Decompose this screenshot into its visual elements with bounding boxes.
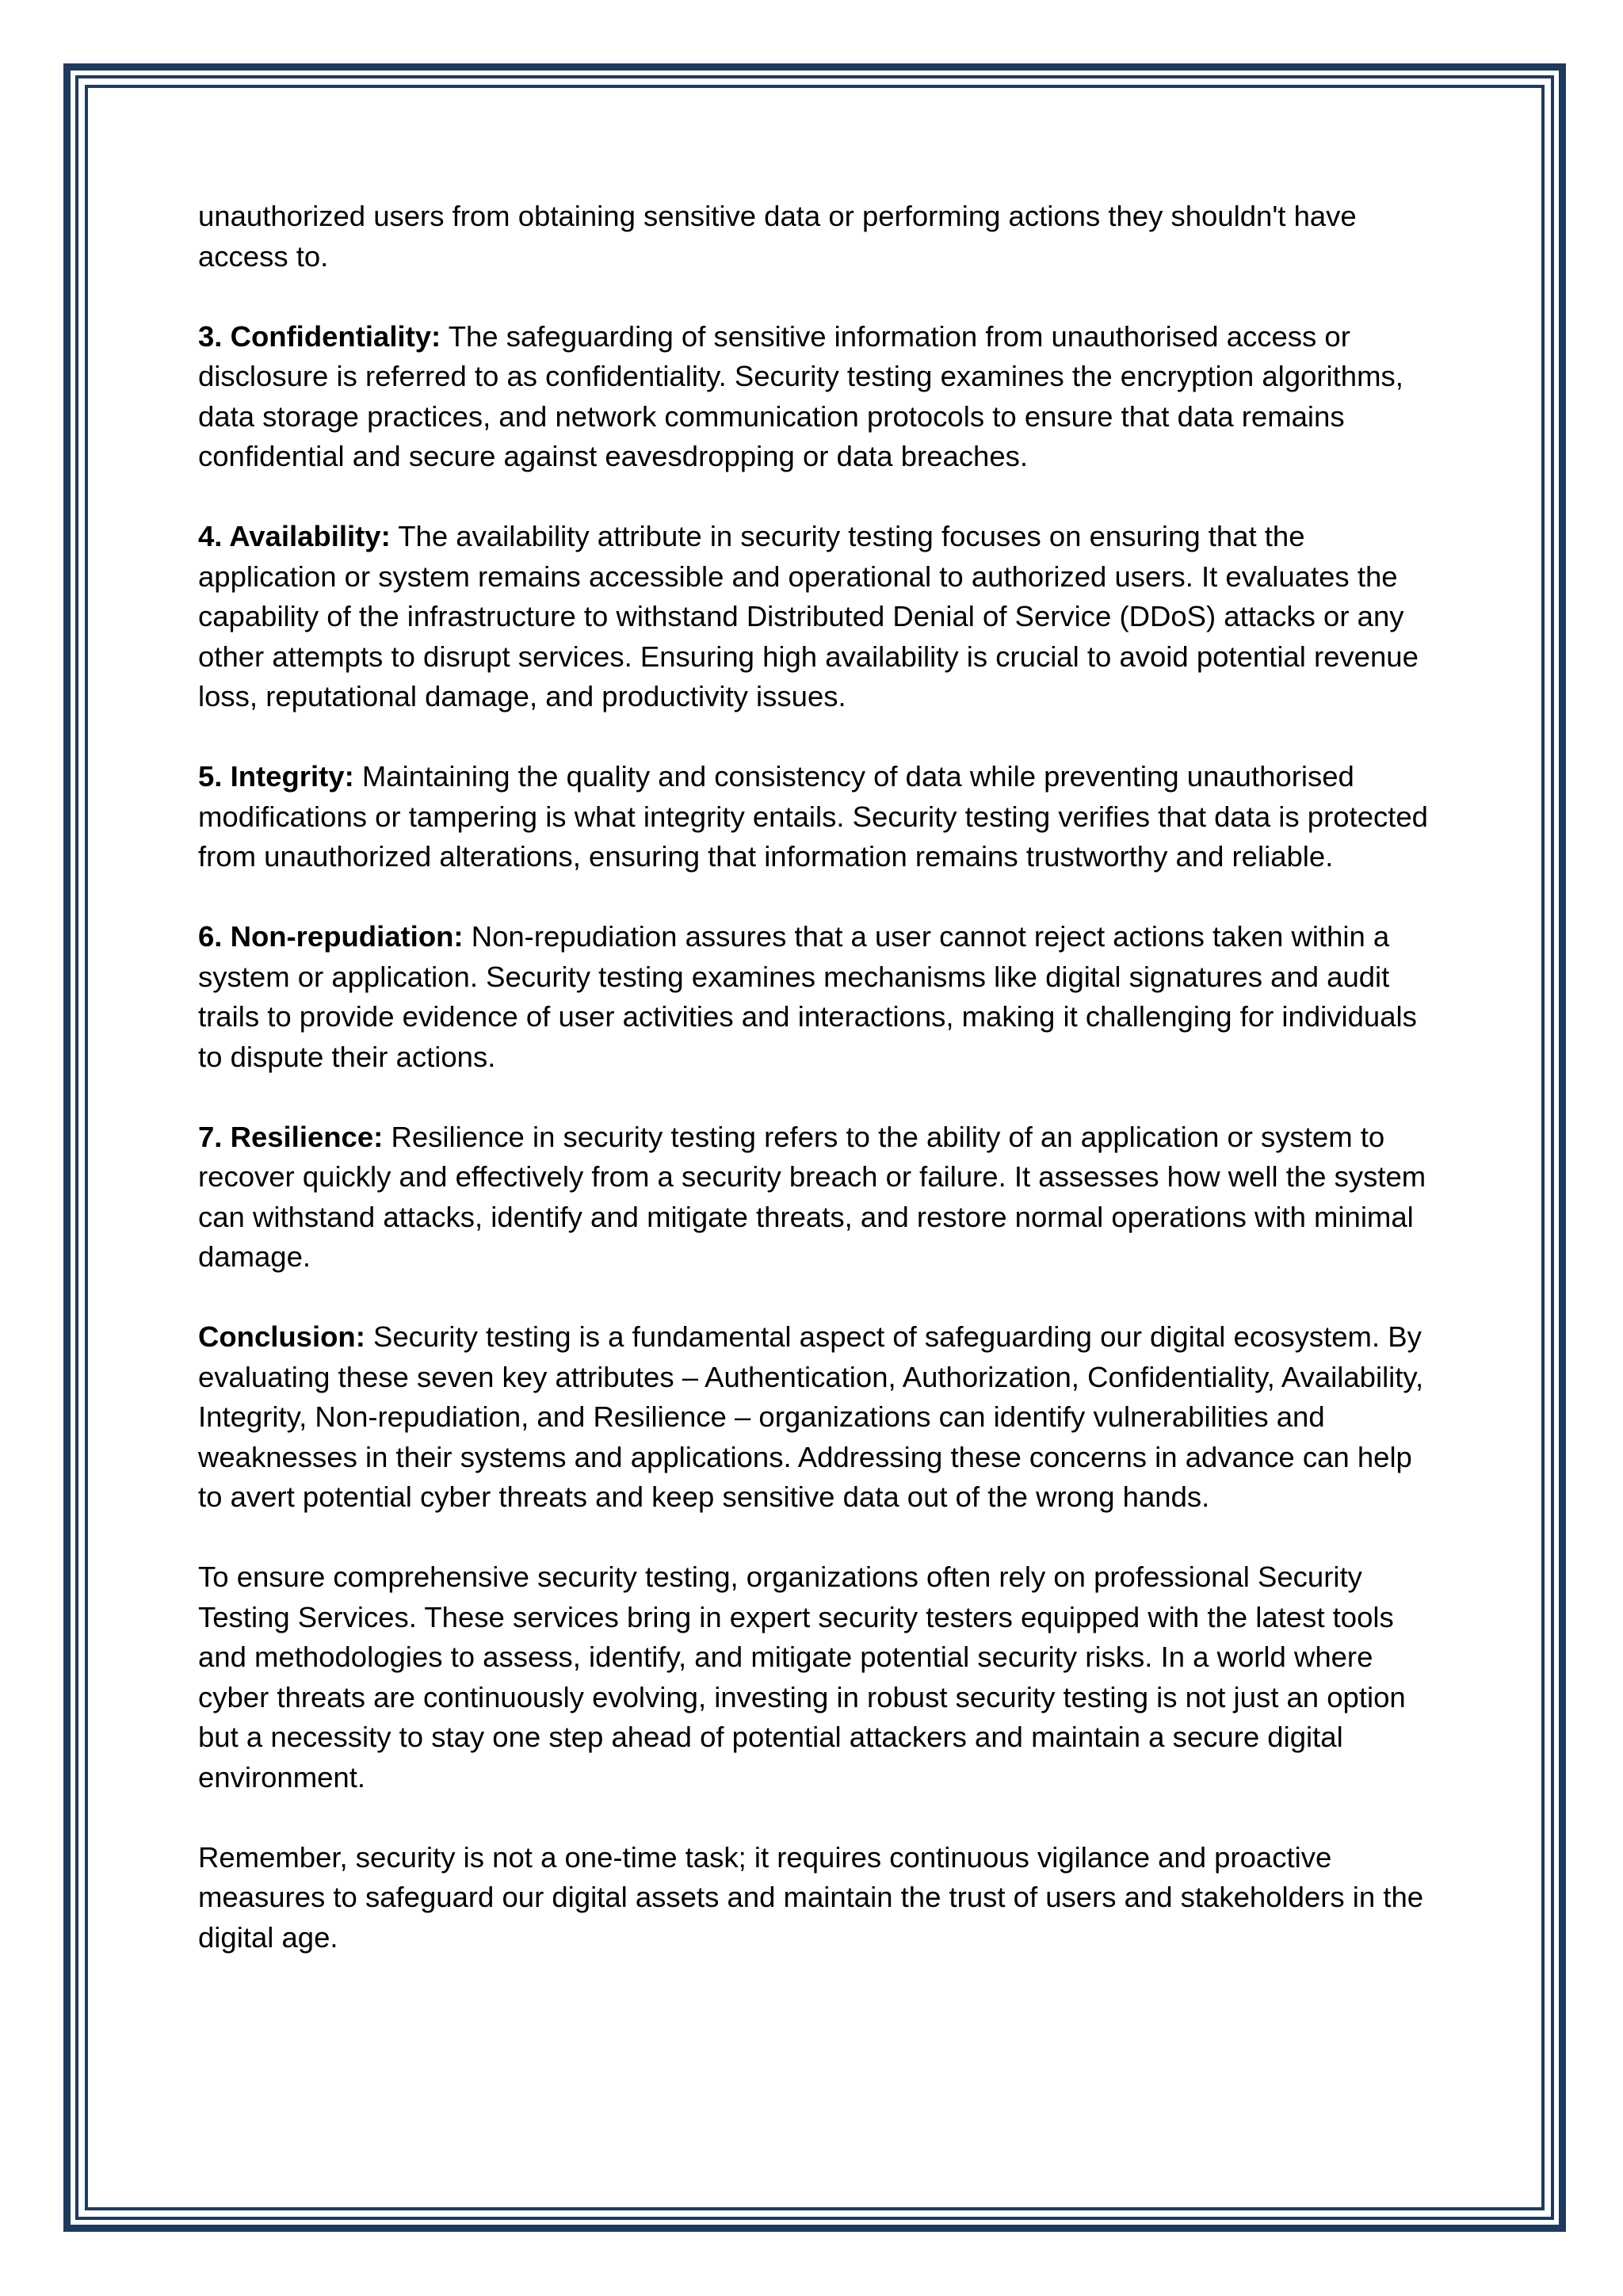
document-body [198,197,1434,1998]
paragraph-conclusion [198,1317,1434,1518]
paragraph-resilience [198,1117,1434,1278]
paragraph-text: The safeguarding of sensitive information from unauthorised access or disclosure is referred to as confidentiality. Security testing examines the encryption algorithms, data storage practices, and network communication protocols to ensure that data remains confidential and secure against eavesdropping or data breaches. [198,319,1403,472]
paragraph-text: The availability attribute in security testing focuses on ensuring that the application or system remains accessible and operational to authorized users. It evaluates the capability of the infrastructure to withstand Distributed Denial of Service (DDoS) attacks or any other attempts to disrupt services. Ensuring high availability is crucial to avoid potential revenue loss, reputational damage, and productivity issues. [198,520,1419,712]
paragraph-text: Non-repudiation assures that a user cannot reject actions taken within a system or application. Security testing examines mechanisms like digital signatures and audit trails to provide evidence of user activities and interactions, making it challenging for individuals to dispute their actions. [198,920,1417,1073]
paragraph-confidentiality [198,317,1434,477]
paragraph-lead: Conclusion: [198,1320,365,1353]
paragraph-intro-continuation [198,197,1434,277]
paragraph-text: Remember, security is not a one-time task; it requires continuous vigilance and proactive measures to safeguard our digital assets and maintain the trust of users and stakeholders in the digital age. [198,1840,1424,1954]
paragraph-text: Security testing is a fundamental aspect of safeguarding our digital ecosystem. By evaluating these seven key attributes – Authentication, Authorization, Confidentiality, Availability, Integrity, Non-repudiation, and Resilience – organizations can identify vulnerabilities and weaknesses in their systems and applications. Addressing these concerns in advance can help to avert potential cyber threats and keep sensitive data out of the wrong hands. [198,1320,1424,1513]
paragraph-lead: 5. Integrity: [198,760,354,793]
paragraph-text: unauthorized users from obtaining sensitive data or performing actions they shouldn't have access to. [198,200,1357,273]
paragraph-security-services [198,1557,1434,1797]
paragraph-text: To ensure comprehensive security testing, organizations often rely on professional Security Testing Services. These services bring in expert security testers equipped with the latest tools and methodologies to assess, identify, and mitigate potential security risks. In a world where cyber threats are continuously evolving, investing in robust security testing is not just an option but a necessity to stay one step ahead of potential attackers and maintain a secure digital environment. [198,1561,1406,1794]
paragraph-lead: 7. Resilience: [198,1120,384,1153]
paragraph-availability [198,517,1434,717]
paragraph-lead: 3. Confidentiality: [198,319,441,353]
paragraph-non-repudiation [198,917,1434,1077]
paragraph-text: Resilience in security testing refers to the ability of an application or system to recover quickly and effectively from a security breach or failure. It assesses how well the system can withstand attacks, identify and mitigate threats, and restore normal operations with minimal damage. [198,1120,1426,1273]
paragraph-text: Maintaining the quality and consistency of data while preventing unauthorised modifications or tampering is what integrity entails. Security testing verifies that data is protected from unauthorized alterations, ensuring that information remains trustworthy and reliable. [198,760,1428,873]
paragraph-integrity [198,757,1434,877]
paragraph-remember [198,1838,1434,1958]
paragraph-lead: 4. Availability: [198,520,391,552]
paragraph-lead: 6. Non-repudiation: [198,920,464,953]
